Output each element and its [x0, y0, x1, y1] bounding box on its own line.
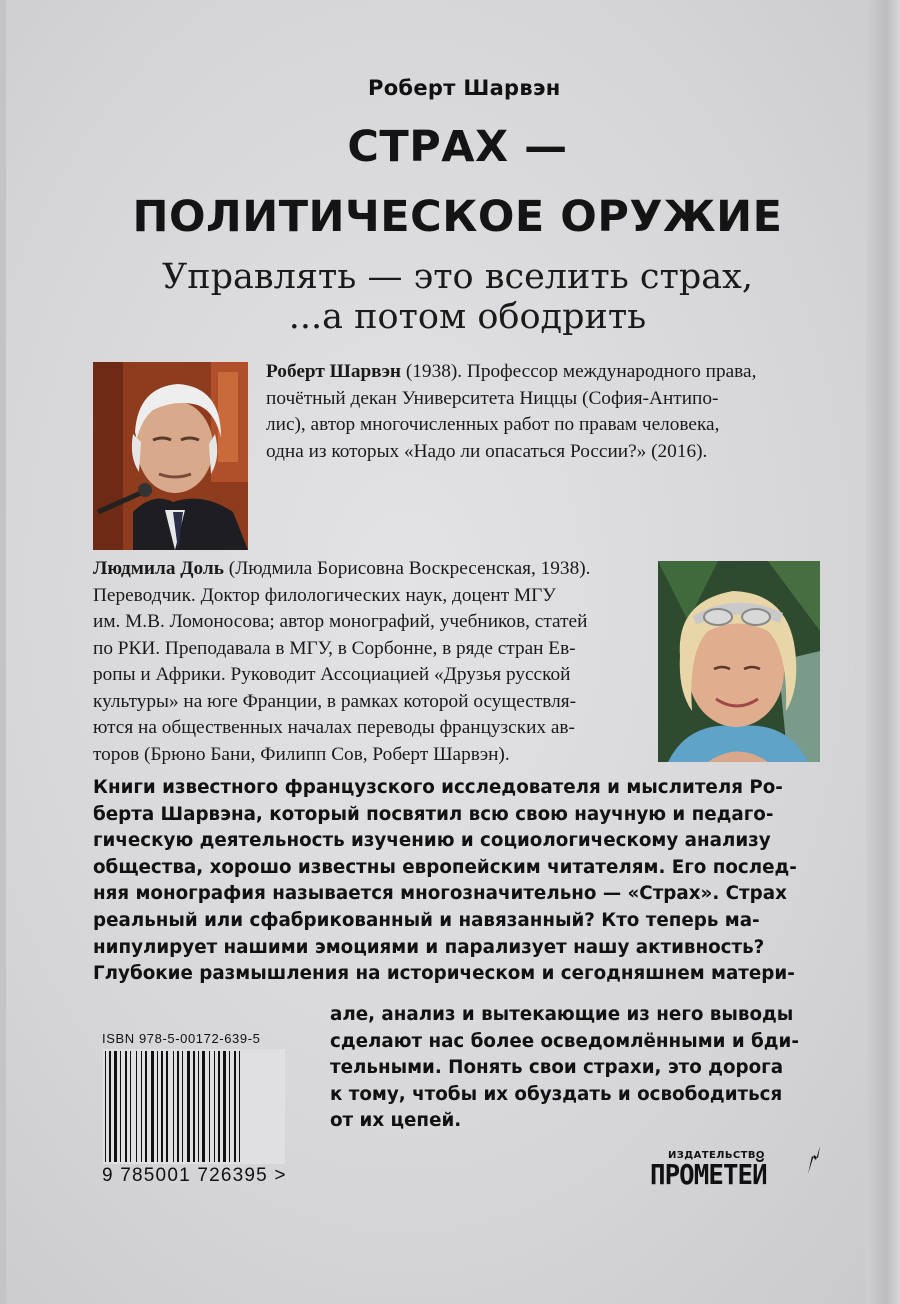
description-line: к тому, чтобы их обуздать и освободиться [330, 1083, 783, 1105]
book-description-wide [93, 775, 797, 988]
publisher-label: ИЗДАТЕЛЬСТВО [668, 1150, 765, 1161]
book-description-narrow [330, 1002, 799, 1135]
translator-bio [93, 556, 590, 768]
description-line: гическую деятельность изучению и социологическому анализу [93, 830, 771, 852]
description-line: реальный или сфабрикованный и навязанный? Кто теперь ма- [93, 909, 760, 931]
description-line: общества, хорошо известны европейским читателям. Его послед- [93, 856, 797, 878]
barcode-icon [103, 1049, 285, 1164]
author-photo [93, 362, 248, 550]
description-line: але, анализ и вытекающие из него выводы [330, 1004, 794, 1025]
author-bio-name: Роберт Шарвэн [266, 361, 402, 382]
cover-left-edge [0, 0, 6, 1304]
publisher-name: ПРОМЕТЕЙ [650, 1158, 767, 1191]
description-line: нипулирует нашими эмоциями и парализует нашу активность? [93, 936, 765, 958]
publisher-logo [646, 1150, 816, 1200]
translator-bio-line: ются на общественных началах переводы французских ав- [93, 717, 575, 738]
torch-icon [794, 1146, 824, 1176]
book-subtitle-line-1: Управлять — это вселить страх, [162, 257, 753, 297]
translator-bio-line: культуры» на юге Франции, в рамках которой осуществля- [93, 690, 577, 712]
author-bio [266, 359, 756, 465]
author-bio-line: почётный декан Университета Ниццы (София-Антипо- [266, 387, 719, 409]
translator-photo-art [658, 561, 820, 762]
barcode-number: 9 785001 726395 > [102, 1165, 287, 1186]
author-bio-line: лис), автор многочисленных работ по правам человека, [266, 414, 720, 435]
translator-bio-line: ропы и Африки. Руководит Ассоциацией «Друзья русской [93, 664, 571, 685]
description-line: берта Шарвэна, который посвятил всю свою научную и педаго- [93, 803, 774, 825]
description-line: няя монография называется многозначительно — «Страх». Страх [93, 883, 787, 905]
translator-bio-line: Переводчик. Доктор филологических наук, доцент МГУ [93, 584, 556, 606]
author-bio-line: одна из которых «Надо ли опасаться России?» (2016). [266, 440, 708, 462]
translator-bio-line: по РКИ. Преподавала в МГУ, в Сорбонне, в ряде стран Ев- [93, 637, 576, 659]
description-line: сделают нас более осведомлёнными и бди- [330, 1030, 799, 1052]
book-subtitle-line-2: ...а потом ободрить [288, 297, 647, 337]
isbn-text: ISBN 978-5-00172-639-5 [102, 1031, 261, 1046]
description-line: Книги известного французского исследователя и мыслителя Ро- [93, 777, 783, 798]
translator-bio-name: Людмила Доль [93, 558, 224, 579]
author-photo-art [93, 362, 248, 550]
book-title-line-1: СТРАХ — [347, 122, 568, 172]
description-line: тельными. Понять свои страхи, это дорога [330, 1057, 784, 1079]
description-line: от их цепей. [330, 1110, 462, 1132]
translator-photo [658, 561, 820, 762]
translator-bio-line: торов (Брюно Бани, Филипп Сов, Роберт Шарвэн). [93, 743, 510, 765]
translator-bio-line: им. М.В. Ломоносова; автор монографий, учебников, статей [93, 611, 588, 632]
author-name-top: Роберт Шарвэн [368, 76, 561, 100]
description-line: Глубокие размышления на историческом и сегодняшнем матери- [93, 963, 795, 985]
translator-bio-line: Людмила Доль (Людмила Борисовна Воскресенская, 1938). [93, 558, 591, 579]
cover-right-edge [866, 0, 900, 1304]
author-bio-line: Роберт Шарвэн (1938). Профессор международного права, [266, 361, 757, 382]
book-title-line-2: ПОЛИТИЧЕСКОЕ ОРУЖИЕ [132, 192, 783, 242]
